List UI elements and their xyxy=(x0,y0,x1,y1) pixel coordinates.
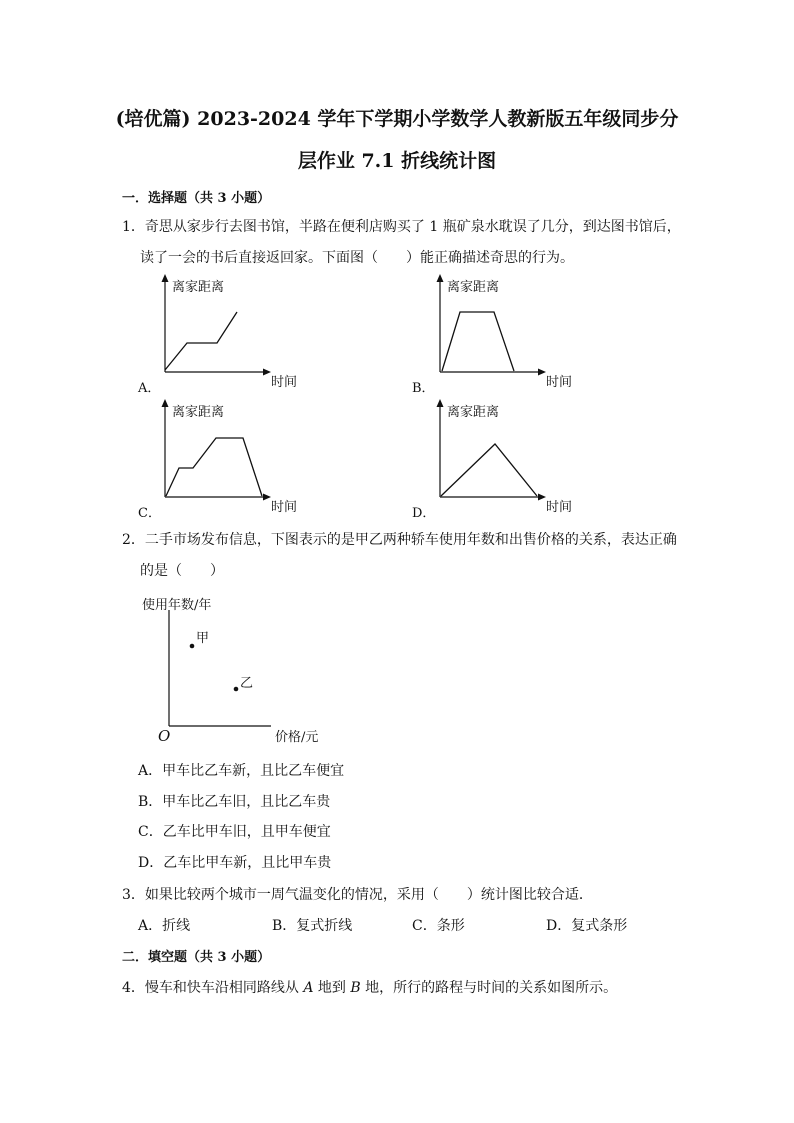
q1-option-b-label[interactable]: B． xyxy=(412,381,435,396)
q1-graph-a xyxy=(155,272,315,392)
graph-line xyxy=(442,312,514,371)
question-2-line-2: 的是（ ） xyxy=(140,563,224,579)
section-heading-choice: 一．选择题（共 3 小题） xyxy=(122,191,271,206)
x-axis-label: 时间 xyxy=(546,375,573,390)
x-axis-label: 时间 xyxy=(546,500,573,515)
point-yi xyxy=(234,687,239,692)
q1-graph-d xyxy=(430,397,590,517)
q3-option-a[interactable]: A．折线 xyxy=(138,918,191,934)
q2-option-b[interactable]: B．甲车比乙车旧，且比乙车贵 xyxy=(138,794,331,810)
y-axis-label: 离家距离 xyxy=(172,280,225,295)
x-axis-arrow xyxy=(538,494,546,501)
x-axis-label: 时间 xyxy=(271,375,298,390)
question-2-line-1: 2．二手市场发布信息，下图表示的是甲乙两种轿车使用年数和出售价格的关系，表达正确 xyxy=(122,532,677,548)
y-axis-arrow xyxy=(437,399,444,407)
y-axis-label: 离家距离 xyxy=(447,280,500,295)
question-1-line-1: 1．奇思从家步行去图书馆，半路在便利店购买了 1 瓶矿泉水耽误了几分，到达图书馆后， xyxy=(122,219,681,235)
q2-option-a[interactable]: A．甲车比乙车新，且比乙车便宜 xyxy=(138,763,345,779)
y-axis-arrow xyxy=(162,399,169,407)
q2-option-d[interactable]: D．乙车比甲车新，且比甲车贵 xyxy=(138,855,332,871)
x-axis-arrow xyxy=(263,494,271,501)
origin-label: O xyxy=(158,727,171,745)
q1-option-a-label[interactable]: A． xyxy=(138,381,161,396)
q1-option-c-label[interactable]: C． xyxy=(138,506,161,521)
q4-suffix: 地，所行的路程与时间的关系如图所示。 xyxy=(360,980,618,996)
y-axis-label: 离家距离 xyxy=(172,405,225,420)
question-3-text: 3．如果比较两个城市一周气温变化的情况，采用（ ）统计图比较合适． xyxy=(122,887,593,903)
x-axis-arrow xyxy=(263,369,271,376)
q4-point-a: A xyxy=(303,980,314,996)
q3-option-d[interactable]: D．复式条形 xyxy=(546,918,628,934)
point-yi-label: 乙 xyxy=(240,676,254,691)
y-axis-label: 离家距离 xyxy=(447,405,500,420)
q3-option-c[interactable]: C．条形 xyxy=(412,918,465,934)
page-title-line-2: 层作业 7.1 折线统计图 xyxy=(297,150,497,172)
y-axis-arrow xyxy=(162,274,169,282)
section-heading-fill: 二．填空题（共 3 小题） xyxy=(122,950,271,965)
q4-prefix: 4．慢车和快车沿相同路线从 xyxy=(122,980,304,996)
question-4-text xyxy=(122,977,617,997)
x-axis-label: 价格/元 xyxy=(275,730,319,745)
q4-point-b: B xyxy=(350,980,361,996)
question-1-line-2: 读了一会的书后直接返回家。下面图（ ）能正确描述奇思的行为。 xyxy=(140,250,574,266)
page-title-line-1: (培优篇) 2023-2024 学年下学期小学数学人教新版五年级同步分 xyxy=(115,108,679,130)
graph-line xyxy=(441,444,537,496)
q1-graph-b xyxy=(430,272,590,392)
q1-graph-c xyxy=(155,397,315,517)
q4-middle: 地到 xyxy=(313,980,351,996)
y-axis-arrow xyxy=(437,274,444,282)
q3-option-b[interactable]: B．复式折线 xyxy=(272,918,353,934)
point-jia-label: 甲 xyxy=(196,631,210,646)
q2-option-c[interactable]: C．乙车比甲车旧，且甲车便宜 xyxy=(138,824,331,840)
x-axis-arrow xyxy=(538,369,546,376)
point-jia xyxy=(190,644,195,649)
q2-scatter-graph xyxy=(140,592,340,752)
graph-line xyxy=(166,438,262,496)
graph-line xyxy=(165,312,237,370)
y-axis-label: 使用年数/年 xyxy=(142,598,212,613)
x-axis-label: 时间 xyxy=(271,500,298,515)
q1-option-d-label[interactable]: D． xyxy=(412,506,436,521)
